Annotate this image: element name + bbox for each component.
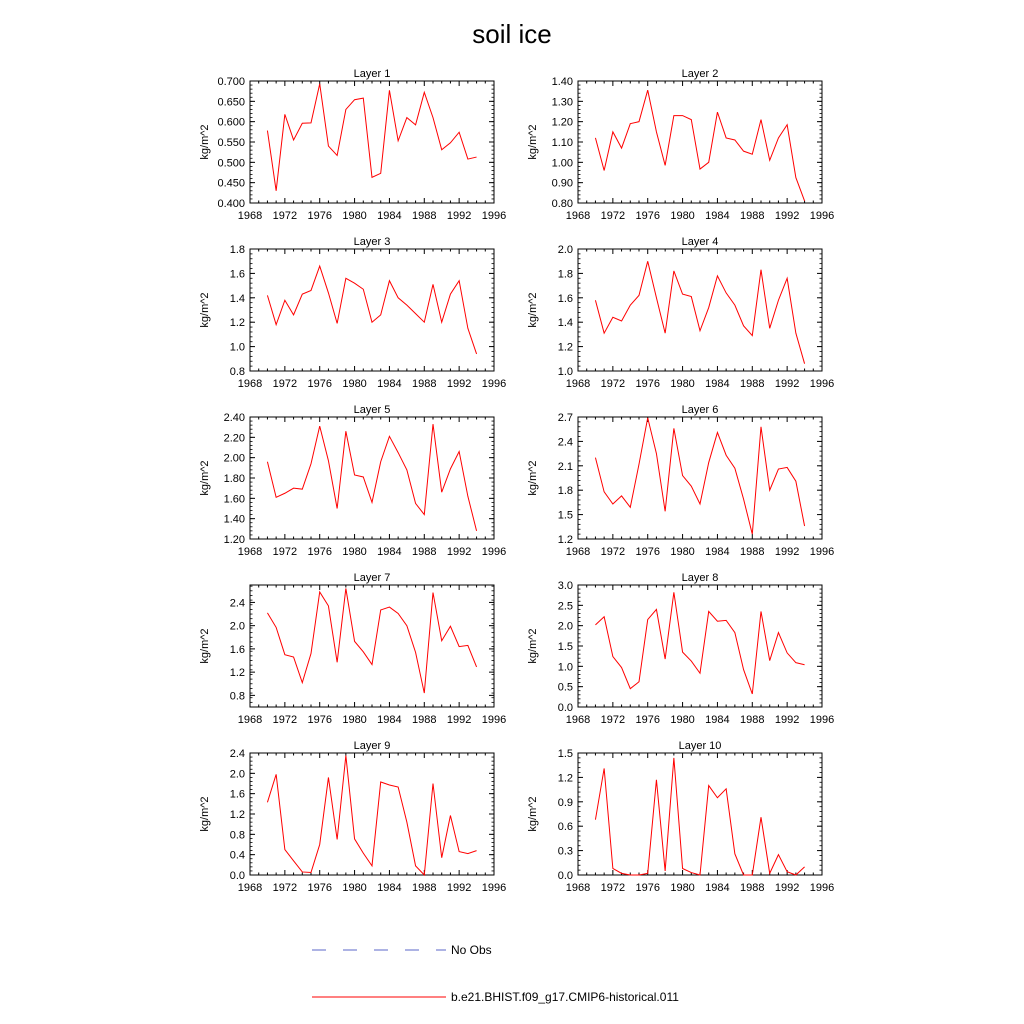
y-tick-label: 1.60 [223, 493, 245, 506]
panel-title: Layer 5 [353, 404, 391, 416]
x-tick-label: 1992 [774, 210, 800, 222]
y-tick-label: 2.4 [557, 436, 573, 449]
y-tick-label: 1.8 [557, 485, 573, 498]
y-axis-label: kg/m^2 [527, 292, 539, 328]
x-tick-label: 1988 [412, 714, 437, 726]
x-tick-label: 1992 [446, 210, 472, 222]
legend-no-obs-label: No Obs [451, 943, 492, 957]
y-tick-label: 0.6 [557, 821, 573, 834]
x-tick-label: 1996 [481, 210, 507, 222]
plot-frame [250, 585, 494, 707]
y-tick-label: 1.10 [551, 137, 573, 149]
x-tick-label: 1976 [635, 714, 660, 726]
x-tick-label: 1992 [774, 882, 800, 894]
y-axis-label: kg/m^2 [199, 124, 211, 160]
x-tick-label: 1996 [809, 210, 835, 222]
y-tick-label: 2.7 [557, 412, 573, 424]
series-line-layer-6 [595, 418, 804, 534]
x-tick-label: 1968 [565, 210, 591, 222]
y-tick-label: 2.1 [557, 460, 573, 473]
y-tick-label: 1.2 [229, 667, 245, 680]
y-axis-label: kg/m^2 [199, 796, 211, 832]
x-tick-label: 1996 [481, 714, 507, 726]
y-tick-label: 0.0 [557, 870, 573, 882]
panel-title: Layer 10 [678, 740, 722, 752]
y-tick-label: 1.40 [551, 76, 573, 88]
y-tick-label: 1.0 [557, 366, 573, 378]
y-tick-label: 0.9 [557, 796, 573, 809]
y-tick-label: 2.40 [223, 412, 245, 424]
y-tick-label: 1.20 [551, 116, 573, 129]
y-tick-label: 0.8 [229, 366, 245, 378]
x-tick-label: 1988 [740, 378, 765, 390]
panel-title: Layer 6 [681, 404, 719, 416]
y-tick-label: 1.0 [557, 661, 573, 674]
y-tick-label: 0.650 [217, 96, 245, 109]
panel-title: Layer 7 [353, 572, 391, 584]
y-axis-label: kg/m^2 [527, 628, 539, 664]
y-tick-label: 0.400 [217, 198, 245, 210]
x-tick-label: 1984 [377, 714, 402, 726]
x-tick-label: 1980 [342, 882, 367, 894]
x-tick-label: 1976 [635, 378, 660, 390]
y-tick-label: 0.80 [551, 198, 573, 210]
y-tick-label: 2.0 [229, 768, 245, 781]
panel-grid [199, 68, 834, 894]
panel-layer-9 [199, 740, 506, 894]
y-tick-label: 3.0 [557, 580, 573, 592]
x-tick-label: 1992 [446, 882, 472, 894]
panel-layer-4 [527, 236, 834, 390]
x-tick-label: 1992 [774, 378, 800, 390]
y-tick-label: 1.2 [557, 341, 573, 354]
y-tick-label: 1.30 [551, 96, 573, 109]
x-tick-label: 1968 [565, 378, 591, 390]
y-axis-label: kg/m^2 [527, 796, 539, 832]
x-tick-label: 1968 [237, 882, 263, 894]
x-tick-label: 1968 [237, 546, 263, 558]
x-tick-label: 1996 [809, 882, 835, 894]
series-line-layer-8 [595, 592, 804, 694]
x-tick-label: 1972 [272, 882, 298, 894]
y-tick-label: 2.4 [229, 597, 245, 610]
y-axis-label: kg/m^2 [199, 628, 211, 664]
x-tick-label: 1968 [237, 378, 263, 390]
x-tick-label: 1972 [600, 546, 626, 558]
y-tick-label: 0.5 [557, 681, 573, 694]
x-tick-label: 1984 [705, 210, 730, 222]
panel-layer-2 [527, 68, 834, 222]
panel-layer-5 [199, 404, 506, 558]
series-line-layer-3 [267, 266, 476, 354]
plot-frame [250, 417, 494, 539]
x-tick-label: 1984 [705, 882, 730, 894]
x-tick-label: 1972 [600, 714, 626, 726]
x-tick-label: 1972 [272, 378, 298, 390]
x-tick-label: 1996 [809, 546, 835, 558]
x-tick-label: 1992 [774, 714, 800, 726]
figure-title: soil ice [472, 19, 552, 49]
series-line-layer-2 [595, 90, 804, 201]
y-tick-label: 0.550 [217, 137, 245, 149]
y-tick-label: 0.450 [217, 177, 245, 190]
y-tick-label: 1.6 [557, 292, 573, 305]
y-tick-label: 2.00 [223, 452, 245, 465]
y-tick-label: 0.3 [557, 845, 573, 858]
y-tick-label: 1.8 [229, 244, 245, 256]
x-tick-label: 1968 [565, 714, 591, 726]
y-tick-label: 1.6 [229, 788, 245, 801]
x-tick-label: 1992 [774, 546, 800, 558]
x-tick-label: 1968 [237, 714, 263, 726]
y-axis-label: kg/m^2 [199, 460, 211, 496]
y-tick-label: 2.0 [557, 244, 573, 256]
x-tick-label: 1980 [342, 210, 367, 222]
x-tick-label: 1988 [412, 882, 437, 894]
y-axis-label: kg/m^2 [527, 460, 539, 496]
plot-frame [250, 753, 494, 875]
panel-layer-7 [199, 572, 506, 726]
y-tick-label: 0.8 [229, 829, 245, 842]
series-line-layer-9 [267, 756, 476, 875]
panel-title: Layer 2 [681, 68, 719, 80]
y-tick-label: 2.5 [557, 600, 573, 613]
x-tick-label: 1972 [600, 378, 626, 390]
x-tick-label: 1976 [635, 882, 660, 894]
panel-layer-1 [199, 68, 506, 222]
y-axis-label: kg/m^2 [199, 292, 211, 328]
y-tick-label: 1.6 [229, 268, 245, 281]
x-tick-label: 1988 [412, 210, 437, 222]
y-tick-label: 1.2 [229, 809, 245, 821]
y-tick-label: 0.700 [217, 76, 245, 88]
x-tick-label: 1980 [342, 378, 367, 390]
x-tick-label: 1984 [705, 546, 730, 558]
y-tick-label: 2.20 [223, 432, 245, 445]
x-tick-label: 1976 [307, 378, 332, 390]
y-tick-label: 1.8 [557, 268, 573, 281]
y-tick-label: 1.00 [551, 157, 573, 170]
y-tick-label: 1.40 [223, 513, 245, 526]
x-tick-label: 1988 [740, 210, 765, 222]
x-tick-label: 1988 [740, 546, 765, 558]
x-tick-label: 1996 [809, 378, 835, 390]
y-tick-label: 1.5 [557, 509, 573, 522]
x-tick-label: 1976 [635, 546, 660, 558]
y-tick-label: 1.0 [229, 341, 245, 354]
y-tick-label: 1.6 [229, 643, 245, 656]
x-tick-label: 1972 [272, 546, 298, 558]
y-tick-label: 1.5 [557, 748, 573, 760]
x-tick-label: 1984 [377, 546, 402, 558]
y-tick-label: 0.600 [217, 116, 245, 129]
x-tick-label: 1992 [446, 546, 472, 558]
plot-frame [578, 585, 822, 707]
x-tick-label: 1996 [481, 546, 507, 558]
x-tick-label: 1980 [670, 210, 695, 222]
panel-title: Layer 3 [353, 236, 391, 248]
x-tick-label: 1976 [307, 714, 332, 726]
x-tick-label: 1984 [705, 714, 730, 726]
x-tick-label: 1992 [446, 714, 472, 726]
x-tick-label: 1976 [307, 210, 332, 222]
series-line-layer-10 [595, 758, 804, 875]
series-line-layer-5 [267, 424, 476, 531]
y-tick-label: 1.2 [557, 534, 573, 546]
x-tick-label: 1988 [412, 378, 437, 390]
x-tick-label: 1996 [481, 378, 507, 390]
x-tick-label: 1972 [600, 210, 626, 222]
x-tick-label: 1988 [740, 714, 765, 726]
x-tick-label: 1992 [446, 378, 472, 390]
x-tick-label: 1984 [705, 378, 730, 390]
series-line-layer-7 [267, 588, 476, 693]
y-tick-label: 0.8 [229, 690, 245, 703]
x-tick-label: 1980 [670, 546, 695, 558]
plot-frame [578, 417, 822, 539]
x-tick-label: 1980 [342, 714, 367, 726]
x-tick-label: 1976 [307, 546, 332, 558]
x-tick-label: 1976 [635, 210, 660, 222]
y-tick-label: 1.4 [229, 292, 245, 305]
y-tick-label: 0.4 [229, 849, 245, 862]
plot-frame [250, 81, 494, 203]
x-tick-label: 1980 [670, 378, 695, 390]
y-tick-label: 1.5 [557, 641, 573, 653]
x-tick-label: 1984 [377, 210, 402, 222]
y-axis-label: kg/m^2 [527, 124, 539, 160]
y-tick-label: 2.0 [557, 620, 573, 633]
x-tick-label: 1996 [809, 714, 835, 726]
x-tick-label: 1996 [481, 882, 507, 894]
x-tick-label: 1988 [740, 882, 765, 894]
plot-frame [578, 753, 822, 875]
x-tick-label: 1984 [377, 378, 402, 390]
x-tick-label: 1968 [237, 210, 263, 222]
x-tick-label: 1968 [565, 546, 591, 558]
y-tick-label: 0.0 [229, 870, 245, 882]
panel-layer-8 [527, 572, 834, 726]
x-tick-label: 1988 [412, 546, 437, 558]
panel-title: Layer 4 [681, 236, 719, 248]
panel-title: Layer 8 [681, 572, 719, 584]
x-tick-label: 1984 [377, 882, 402, 894]
series-line-layer-4 [595, 261, 804, 363]
legend-model-label: b.e21.BHIST.f09_g17.CMIP6-historical.011 [451, 990, 679, 1004]
y-tick-label: 1.4 [557, 317, 573, 330]
y-tick-label: 1.2 [229, 317, 245, 330]
plot-frame [578, 81, 822, 203]
series-line-layer-1 [267, 84, 476, 191]
x-tick-label: 1968 [565, 882, 591, 894]
y-tick-label: 1.2 [557, 772, 573, 785]
x-tick-label: 1980 [342, 546, 367, 558]
x-tick-label: 1972 [600, 882, 626, 894]
x-tick-label: 1980 [670, 714, 695, 726]
legend [312, 943, 679, 1004]
x-tick-label: 1972 [272, 714, 298, 726]
panel-title: Layer 9 [353, 740, 391, 752]
y-tick-label: 0.0 [557, 702, 573, 714]
panel-layer-3 [199, 236, 506, 390]
plot-frame [578, 249, 822, 371]
panel-layer-10 [527, 740, 834, 894]
panel-title: Layer 1 [353, 68, 391, 80]
x-tick-label: 1976 [307, 882, 332, 894]
y-tick-label: 2.4 [229, 748, 245, 760]
panel-layer-6 [527, 404, 834, 558]
y-tick-label: 0.90 [551, 177, 573, 190]
y-tick-label: 1.80 [223, 473, 245, 485]
plot-frame [250, 249, 494, 371]
y-tick-label: 2.0 [229, 620, 245, 633]
x-tick-label: 1980 [670, 882, 695, 894]
y-tick-label: 0.500 [217, 157, 245, 170]
x-tick-label: 1972 [272, 210, 298, 222]
y-tick-label: 1.20 [223, 534, 245, 546]
